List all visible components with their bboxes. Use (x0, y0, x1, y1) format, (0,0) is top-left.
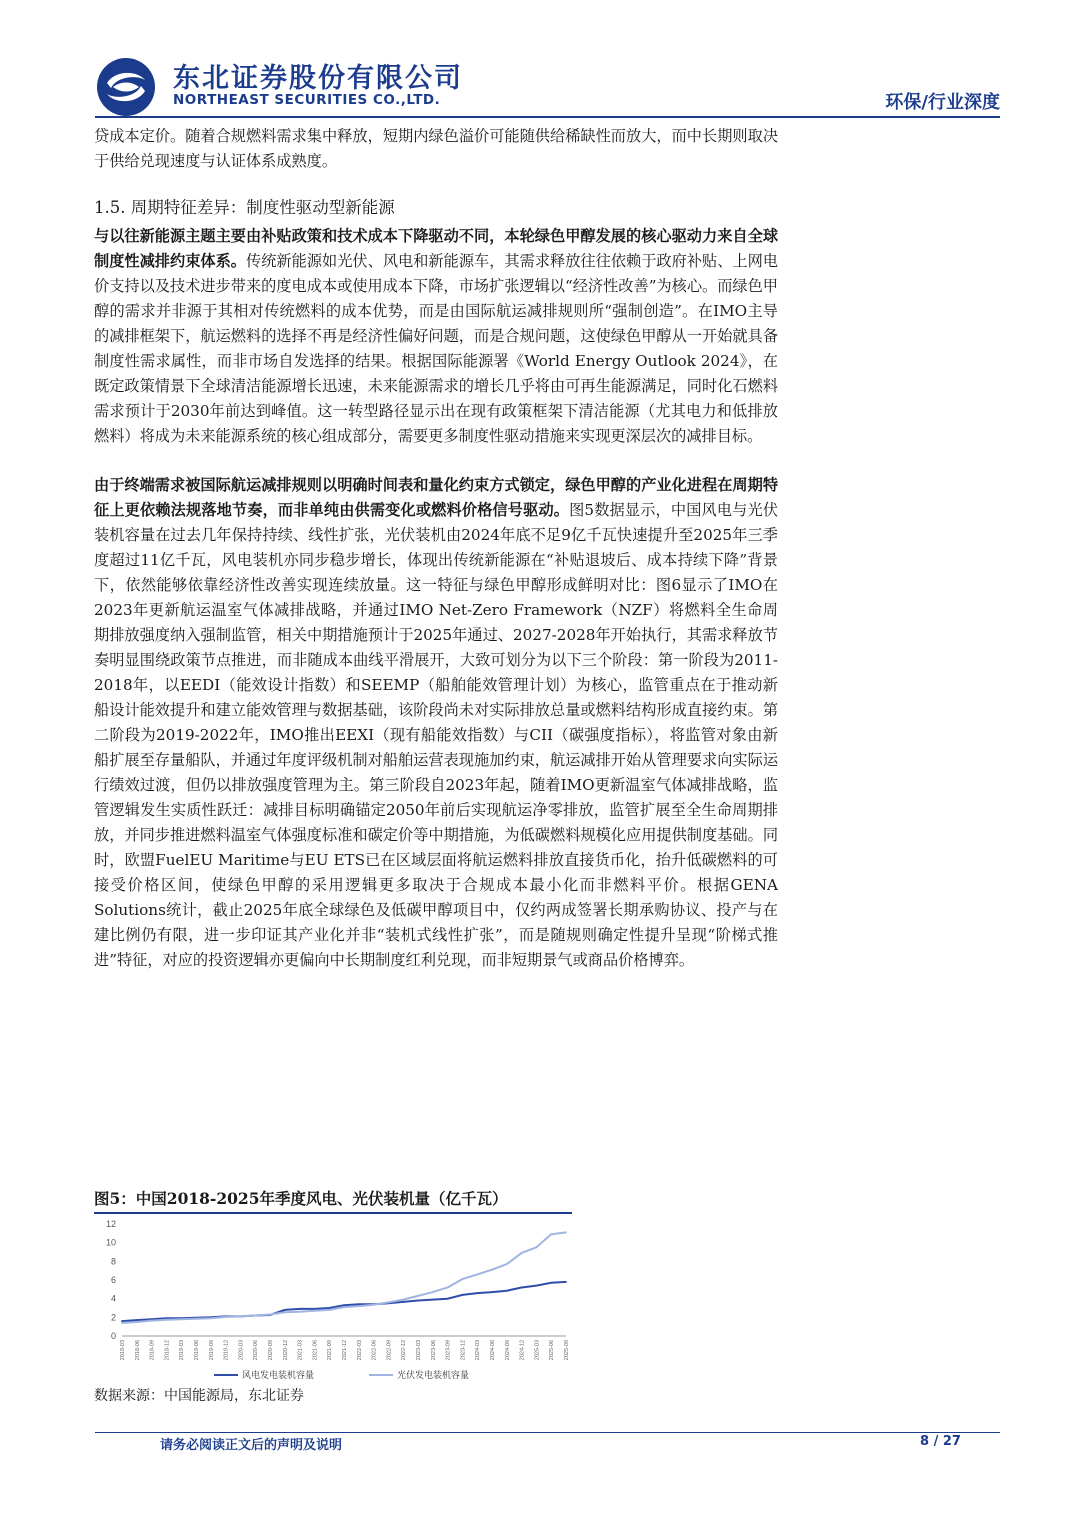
x-tick-label: 2022-03 (356, 1340, 363, 1361)
paragraph-2-lead: 由于终端需求被国际航运减排规则以明确时间表和量化约束方式锁定，绿色甲醇的产业化进程在周期特征上更依赖法规落地节奏，而非单纯由供需变化或燃料价格信号驱动。 (94, 476, 778, 519)
company-name-cn: 东北证券股份有限公司 (173, 63, 463, 94)
data-point (491, 1269, 493, 1271)
page-header (95, 48, 1000, 118)
data-point (314, 1308, 316, 1310)
data-point (476, 1274, 478, 1276)
x-tick-label: 2022-06 (371, 1340, 378, 1361)
data-point (343, 1304, 345, 1306)
data-point (521, 1287, 523, 1289)
figure-source: 数据来源：中国能源局，东北证券 (94, 1388, 304, 1404)
x-tick-label: 2023-12 (460, 1340, 467, 1361)
paragraph-1 (94, 224, 778, 449)
x-tick-label: 2023-03 (416, 1340, 422, 1361)
data-point (521, 1252, 523, 1254)
data-point (447, 1298, 449, 1300)
x-tick-label: 2019-12 (223, 1340, 230, 1361)
data-point (151, 1320, 153, 1322)
y-tick-label: 10 (105, 1237, 116, 1248)
x-tick-label: 2020-12 (282, 1340, 289, 1361)
data-point (299, 1308, 301, 1310)
data-point (536, 1246, 538, 1248)
x-tick-label: 2021-12 (342, 1340, 348, 1361)
series-line-2 (122, 1232, 566, 1323)
series-line-1 (122, 1282, 566, 1321)
x-tick-label: 2023-09 (445, 1340, 452, 1361)
data-point (462, 1294, 464, 1296)
x-tick-label: 2021-06 (312, 1340, 319, 1361)
y-tick-label: 2 (110, 1312, 116, 1323)
x-tick-label: 2018-09 (149, 1340, 156, 1361)
page-number: 8 / 27 (920, 1434, 961, 1449)
data-point (565, 1281, 567, 1283)
data-point (284, 1309, 286, 1311)
x-tick-label: 2020-06 (253, 1340, 260, 1361)
figure-5 (94, 1188, 778, 1406)
data-point (358, 1305, 360, 1307)
x-tick-label: 2024-06 (490, 1340, 496, 1361)
paragraph-1-lead: 与以往新能源主题主要由补贴政策和技术成本下降驱动不同，本轮绿色甲醇发展的核心驱动力来自全球制度性减排约束体系。 (94, 227, 778, 270)
x-tick-label: 2019-03 (179, 1340, 186, 1361)
x-tick-label: 2023-06 (430, 1340, 437, 1361)
data-point (550, 1233, 552, 1235)
data-point (358, 1303, 360, 1305)
data-point (506, 1290, 508, 1292)
data-point (121, 1320, 123, 1322)
x-tick-label: 2021-03 (297, 1340, 304, 1361)
line-chart (94, 1216, 574, 1384)
data-point (491, 1291, 493, 1293)
data-point (506, 1263, 508, 1265)
data-point (432, 1291, 434, 1293)
data-point (180, 1318, 182, 1320)
figure-title: 图5：中国2018-2025年季度风电、光伏装机量（亿千瓦） (94, 1189, 508, 1208)
paragraph-2-body: 图5数据显示，中国风电与光伏装机容量在过去几年保持持续、线性扩张，光伏装机由2024年底不足9亿千瓦快速提升至2025年三季度超过11亿千瓦，风电装机亦同步稳步增长，体现出传统新能源在“补贴退坡后、成本持续下降”背景下，依然能够依靠经济性改善实现连续放量。这一特征与绿色甲醇形成鲜明对比：图6显示了IMO在2023年更新航运温室气体减排战略，并通过IMO Net-Zero Framework（NZF）将燃料全生命周期排放强度纳入强制监管，相关中期措施预计于2025年通过、2027-2028年开始执行，其需求释放节奏明显围绕政策节点推进，而非随成本曲线平滑展开，大致可划分为以下三个阶段：第一阶段为2011-2018年，以EEDI（能效设计指数）和SEEMP（船舶能效管理计划）为核心，监管重点在于推动新船设计能效提升和建立能效管理与数据基础，该阶段尚未对实际排放总量或燃料结构形成直接约束。第二阶段为2019-2022年，IMO推出EEXI（现有船能效指数）与CII（碳强度指标），将监管对象由新船扩展至存量船队，并通过年度评级机制对船舶运营表现施加约束，航运减排开始从管理要求向实际运行绩效过渡，但仍以排放强度管理为主。第三阶段自2023年起，随着IMO更新温室气体减排战略，监管逻辑发生实质性跃迁：减排目标明确锚定2050年前后实现航运净零排放，监管扩展至全生命周期排放，并同步推进燃料温室气体强度标准和碳定价等中期措施，为低碳燃料规模化应用提供制度基础。同时，欧盟FuelEU Maritime与EU ETS已在区域层面将航运燃料排放直接货币化，抬升低碳燃料的可接受价格区间，使绿色甲醇的采用逻辑更多取决于合规成本最小化而非燃料平价。根据GENA Solutions统计，截止2025年底全球绿色及低碳甲醇项目中，仅约两成签署长期承购协议、投产与在建比例仍有限，进一步印证其产业化并非“装机式线性扩张”，而是随规则确定性提升呈现“阶梯式推进”特征，对应的投资逻辑亦更偏向中长期制度红利兑现，而非短期景气或商品价格博弈。 (94, 501, 779, 969)
x-tick-label: 2025-03 (534, 1340, 541, 1361)
data-point (447, 1287, 449, 1289)
section-heading: 1.5. 周期特征差异：制度性驱动型新能源 (94, 198, 395, 217)
y-tick-label: 12 (105, 1219, 116, 1229)
figure-title-rule (94, 1212, 572, 1214)
paragraph-2 (94, 473, 778, 973)
x-tick-label: 2018-12 (164, 1340, 171, 1361)
paragraph-continued: 贷成本定价。随着合规燃料需求集中释放，短期内绿色溢价可能随供给稀缺性而放大，而中长期则取决于供给兑现速度与认证体系成熟度。 (94, 127, 778, 170)
data-point (240, 1316, 242, 1318)
x-tick-label: 2024-12 (519, 1340, 526, 1361)
data-point (136, 1319, 138, 1321)
x-tick-label: 2020-09 (268, 1340, 274, 1361)
data-point (269, 1314, 271, 1316)
x-tick-label: 2021-09 (327, 1340, 334, 1361)
header-divider (95, 116, 1000, 118)
y-tick-label: 4 (110, 1293, 116, 1304)
data-point (388, 1302, 390, 1304)
legend-label: 光伏发电装机容量 (397, 1371, 470, 1381)
data-point (417, 1295, 419, 1297)
data-point (536, 1285, 538, 1287)
x-tick-label: 2022-12 (401, 1340, 408, 1361)
x-tick-label: 2018-06 (134, 1340, 141, 1361)
data-point (476, 1292, 478, 1294)
y-tick-label: 8 (110, 1256, 116, 1267)
data-point (402, 1299, 404, 1301)
data-point (462, 1278, 464, 1280)
x-tick-label: 2019-06 (194, 1340, 200, 1361)
data-point (166, 1319, 168, 1321)
x-tick-label: 2024-03 (475, 1340, 482, 1361)
data-point (299, 1311, 301, 1313)
y-tick-label: 6 (110, 1275, 116, 1285)
data-point (328, 1309, 330, 1311)
x-tick-label: 2019-09 (208, 1340, 215, 1361)
data-point (328, 1307, 330, 1309)
data-point (254, 1315, 256, 1317)
x-tick-label: 2025-09 (564, 1340, 570, 1361)
data-point (417, 1300, 419, 1302)
data-point (225, 1316, 227, 1318)
company-logo-icon (95, 56, 157, 118)
data-point (432, 1299, 434, 1301)
data-point (314, 1310, 316, 1312)
data-point (136, 1321, 138, 1323)
x-tick-label: 2020-03 (238, 1340, 245, 1361)
x-tick-label: 2025-06 (549, 1340, 556, 1361)
data-point (121, 1322, 123, 1324)
x-tick-label: 2022-09 (386, 1340, 393, 1361)
x-tick-label: 2024-09 (504, 1340, 511, 1361)
company-name-en: NORTHEAST SECURITIES CO.,LTD. (173, 92, 441, 108)
data-point (565, 1232, 567, 1234)
report-category: 环保/行业深度 (885, 92, 1000, 113)
footer-divider (95, 1432, 1000, 1433)
paragraph-1-body: 传统新能源如光伏、风电和新能源车，其需求释放往往依赖于政府补贴、上网电价支持以及技术进步带来的度电成本或使用成本下降，市场扩张逻辑以“经济性改善”为核心。而绿色甲醇的需求并非源于其相对传统燃料的成本优势，而是由国际航运减排规则所“强制创造”。在IMO主导的减排框架下，航运燃料的选择不再是经济性偏好问题，而是合规问题，这使绿色甲醇从一开始就具备制度性需求属性，而非市场自发选择的结果。根据国际能源署《World Energy Outlook 2024》，在既定政策情景下全球清洁能源增长迅速，未来能源需求的增长几乎将由可再生能源满足，同时化石燃料需求预计于2030年前达到峰值。这一转型路径显示出在现有政策框架下清洁能源（尤其电力和低排放燃料）将成为未来能源系统的核心组成部分，需要更多制度性驱动措施来实现更深层次的减排目标。 (94, 252, 779, 445)
data-point (284, 1311, 286, 1313)
main-content (94, 124, 778, 973)
legend-label: 风电发电装机容量 (242, 1371, 315, 1381)
y-tick-label: 0 (110, 1331, 116, 1341)
data-point (373, 1304, 375, 1306)
x-tick-label: 2018-03 (120, 1340, 126, 1361)
footer-disclaimer: 请务必阅读正文后的声明及说明 (160, 1438, 343, 1453)
data-point (550, 1282, 552, 1284)
data-point (343, 1306, 345, 1308)
data-point (402, 1301, 404, 1303)
data-point (195, 1318, 197, 1320)
data-point (210, 1317, 212, 1319)
